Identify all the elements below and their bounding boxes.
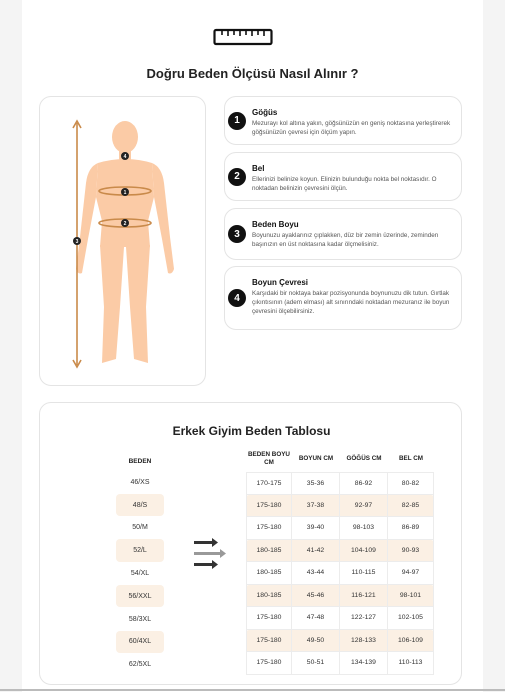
step-height <box>224 208 462 260</box>
step-title: Göğüs <box>252 108 278 117</box>
cell-neck: 47-48 <box>292 607 340 630</box>
arrows-right-icon <box>192 537 228 571</box>
cell-chest: 86-92 <box>340 472 388 495</box>
cell-waist: 110-113 <box>388 652 434 675</box>
size-chart-title: Erkek Giyim Beden Tablosu <box>172 424 331 438</box>
marker-neck: 4 <box>123 154 127 160</box>
cell-neck: 35-36 <box>292 472 340 495</box>
page <box>22 0 483 692</box>
size-label: 54/XL <box>130 569 150 577</box>
body-figure-card <box>39 96 206 386</box>
size-label: 56/XXL <box>116 585 164 608</box>
cell-waist: 98-101 <box>388 585 434 608</box>
table-row <box>246 562 434 585</box>
table-row <box>246 495 434 518</box>
cell-neck: 45-46 <box>292 585 340 608</box>
cell-height: 180-185 <box>246 585 292 608</box>
step-number: 2 <box>228 168 246 186</box>
table-row <box>246 540 434 563</box>
cell-height: 180-185 <box>246 562 292 585</box>
cell-waist: 106-109 <box>388 630 434 653</box>
table-row <box>246 652 434 675</box>
cell-chest: 98-103 <box>340 517 388 540</box>
cell-neck: 39-40 <box>292 517 340 540</box>
cell-waist: 86-89 <box>388 517 434 540</box>
cell-waist: 94-97 <box>388 562 434 585</box>
step-description: Ellerinizi belinize koyun. Elinizin bulunduğu nokta bel noktasıdır. O noktadan belinizin çevresini ölçün. <box>252 176 437 192</box>
cell-height: 175-180 <box>246 652 292 675</box>
step-title: Boyun Çevresi <box>252 278 309 287</box>
step-description: Boyunuzu ayaklarınız çıplakken, düz bir zemin üzerinde, zeminden başınızın en üst noktasına kadar ölçmelisiniz. <box>252 232 439 248</box>
size-column-header: BEDEN <box>128 457 152 465</box>
cell-chest: 104-109 <box>340 540 388 563</box>
cell-height: 175-180 <box>246 517 292 540</box>
page-title: Doğru Beden Ölçüsü Nasıl Alınır ? <box>146 66 359 81</box>
step-neck <box>224 266 462 330</box>
size-label: 46/XS <box>130 478 150 486</box>
size-label: 62/5XL <box>128 661 152 669</box>
cell-height: 175-180 <box>246 630 292 653</box>
cell-neck: 41-42 <box>292 540 340 563</box>
cell-height: 175-180 <box>246 495 292 518</box>
step-number: 4 <box>228 289 246 307</box>
step-waist <box>224 152 462 201</box>
step-number: 1 <box>228 112 246 130</box>
header-height: BEDEN BOYU CM <box>248 451 290 466</box>
size-label: 52/L <box>116 539 164 562</box>
step-description: Karşıdaki bir noktaya bakar pozisyonunda boynunuzu dik tutun. Gırtlak çıkıntısının (adem elması) alt sınırındaki noktadan mezuranız ile boyun çevresini ölçebilirsiniz. <box>252 290 450 315</box>
cell-chest: 122-127 <box>340 607 388 630</box>
size-table <box>246 446 434 675</box>
step-title: Bel <box>252 164 265 173</box>
step-chest <box>224 96 462 145</box>
marker-waist: 2 <box>123 221 127 227</box>
step-title: Beden Boyu <box>252 220 299 229</box>
size-chart-card <box>39 402 462 685</box>
cell-waist: 102-105 <box>388 607 434 630</box>
cell-chest: 128-133 <box>340 630 388 653</box>
cell-waist: 80-82 <box>388 472 434 495</box>
cell-height: 175-180 <box>246 607 292 630</box>
table-row <box>246 472 434 495</box>
cell-chest: 116-121 <box>340 585 388 608</box>
cell-neck: 50-51 <box>292 652 340 675</box>
cell-chest: 134-139 <box>340 652 388 675</box>
size-label: 60/4XL <box>116 631 164 654</box>
cell-chest: 92-97 <box>340 495 388 518</box>
size-label: 48/S <box>116 494 164 517</box>
cell-waist: 90-93 <box>388 540 434 563</box>
table-row <box>246 607 434 630</box>
human-body-icon <box>40 97 207 387</box>
cell-neck: 37-38 <box>292 495 340 518</box>
marker-height: 3 <box>75 239 79 245</box>
size-label: 58/3XL <box>128 615 152 623</box>
cell-chest: 110-115 <box>340 562 388 585</box>
table-row <box>246 517 434 540</box>
cell-waist: 82-85 <box>388 495 434 518</box>
step-number: 3 <box>228 225 246 243</box>
size-label: 50/M <box>132 524 148 532</box>
table-row <box>246 585 434 608</box>
table-row <box>246 630 434 653</box>
cell-height: 180-185 <box>246 540 292 563</box>
header-neck: BOYUN CM <box>298 455 334 462</box>
cell-neck: 43-44 <box>292 562 340 585</box>
header-waist: BEL CM <box>398 455 424 462</box>
header-chest: GÖĞÜS CM <box>346 455 382 462</box>
marker-chest: 1 <box>123 190 127 196</box>
bottom-divider <box>0 689 505 691</box>
size-column <box>116 451 164 676</box>
size-table-header <box>246 446 434 472</box>
step-description: Mezurayı kol altına yakın, göğsünüzün en geniş noktasına yerleştirerek göğsünüzün çevresi için ölçüm yapın. <box>252 120 451 136</box>
cell-neck: 49-50 <box>292 630 340 653</box>
ruler-icon <box>213 27 273 47</box>
cell-height: 170-175 <box>246 472 292 495</box>
